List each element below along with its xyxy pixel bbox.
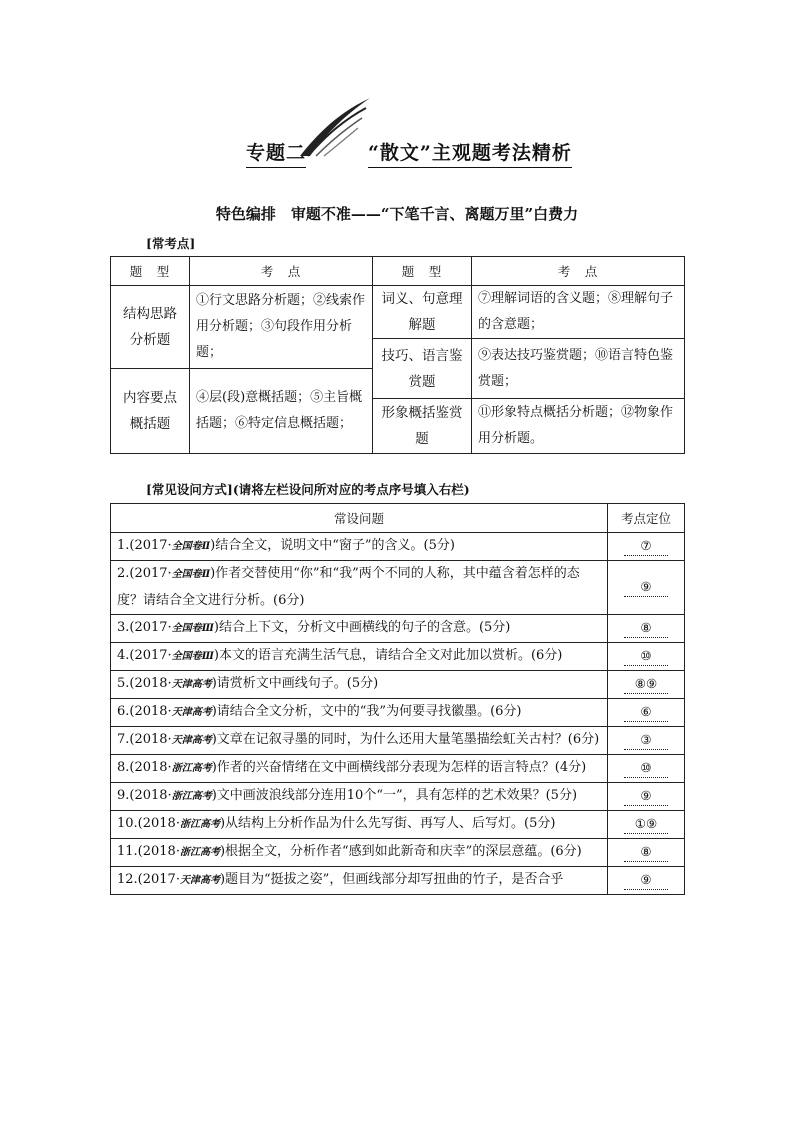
cell-type: 内容要点概括题 — [111, 369, 190, 454]
answer-value: ③ — [624, 731, 668, 750]
cell-points: ⑦理解词语的含义题；⑧理解句子的含意题； — [472, 286, 685, 339]
answer-cell — [608, 727, 685, 755]
table-row — [111, 286, 685, 339]
source-tag: 全国卷Ⅱ — [171, 541, 211, 552]
source-tag: 全国卷Ⅲ — [171, 651, 214, 662]
section-label-question-types: [常见设问方式](请将左栏设问所对应的考点序号填入右栏) — [146, 482, 470, 497]
common-points-table — [110, 256, 685, 454]
answer-value: ⑧ — [624, 619, 668, 638]
question-table — [110, 503, 685, 895]
answer-cell — [608, 811, 685, 839]
answer-cell — [608, 839, 685, 867]
header-points-left: 考 点 — [190, 257, 373, 286]
question-cell: 2.(2017·全国卷Ⅱ)作者交替使用“你”和“我”两个不同的人称，其中蕴含着怎样的态度？请结合全文进行分析。(6分) — [111, 561, 608, 615]
answer-value: ⑨ — [624, 871, 668, 890]
table-row — [111, 783, 685, 811]
title-main: “散文”主观题考法精析 — [368, 138, 572, 168]
header-question: 常设问题 — [111, 504, 608, 533]
table-row — [111, 533, 685, 561]
answer-value: ⑨ — [624, 578, 668, 597]
answer-value: ⑩ — [624, 647, 668, 666]
table-row — [111, 643, 685, 671]
question-cell: 4.(2017·全国卷Ⅲ)本文的语言充满生活气息，请结合全文对此加以赏析。(6分) — [111, 643, 608, 671]
cell-type: 词义、句意理解题 — [373, 286, 472, 339]
answer-cell — [608, 699, 685, 727]
question-cell: 10.(2018·浙江高考)从结构上分析作品为什么先写街、再写人、后写灯。(5分) — [111, 811, 608, 839]
answer-cell — [608, 755, 685, 783]
question-cell: 3.(2017·全国卷Ⅲ)结合上下文，分析文中画横线的句子的含意。(5分) — [111, 615, 608, 643]
table-row — [111, 671, 685, 699]
question-cell: 7.(2018·天津高考)文章在记叙寻墨的同时，为什么还用大量笔墨描绘虹关古村？(6分) — [111, 727, 608, 755]
source-tag: 天津高考 — [171, 735, 212, 746]
table-row — [111, 727, 685, 755]
question-cell: 12.(2017·天津高考)题目为“挺拔之姿”，但画线部分却写扭曲的竹子，是否合乎 — [111, 867, 608, 895]
answer-cell — [608, 671, 685, 699]
answer-value: ⑧ — [624, 843, 668, 862]
answer-cell — [608, 615, 685, 643]
answer-cell — [608, 533, 685, 561]
table-header-row — [111, 504, 685, 533]
cell-points: ⑨表达技巧鉴赏题；⑩语言特色鉴赏题； — [472, 339, 685, 399]
table-row — [111, 867, 685, 895]
table-row — [111, 615, 685, 643]
header-answer: 考点定位 — [608, 504, 685, 533]
source-tag: 浙江高考 — [179, 847, 220, 858]
answer-value: ⑧⑨ — [624, 675, 668, 694]
source-tag: 浙江高考 — [179, 819, 220, 830]
question-cell: 9.(2018·浙江高考)文中画波浪线部分连用10个“一”，具有怎样的艺术效果？(5分) — [111, 783, 608, 811]
table-row — [111, 699, 685, 727]
answer-value: ⑨ — [624, 787, 668, 806]
page-title — [0, 134, 794, 168]
question-cell: 1.(2017·全国卷Ⅱ)结合全文，说明文中“窗子”的含义。(5分) — [111, 533, 608, 561]
answer-cell — [608, 867, 685, 895]
answer-cell — [608, 561, 685, 615]
table-row — [111, 839, 685, 867]
cell-points: ①行文思路分析题；②线索作用分析题；③句段作用分析题； — [190, 286, 373, 369]
source-tag: 浙江高考 — [171, 763, 212, 774]
table-row — [111, 561, 685, 615]
source-tag: 浙江高考 — [171, 791, 212, 802]
answer-value: ⑩ — [624, 759, 668, 778]
table-row — [111, 755, 685, 783]
cell-type: 形象概括鉴赏题 — [373, 399, 472, 454]
question-cell: 6.(2018·天津高考)请结合全文分析，文中的“我”为何要寻找徽墨。(6分) — [111, 699, 608, 727]
header-points-right: 考 点 — [472, 257, 685, 286]
cell-type: 技巧、语言鉴赏题 — [373, 339, 472, 399]
answer-value: ①⑨ — [624, 815, 668, 834]
cell-type: 结构思路分析题 — [111, 286, 190, 369]
question-cell: 8.(2018·浙江高考)作者的兴奋情绪在文中画横线部分表现为怎样的语言特点？(4分) — [111, 755, 608, 783]
source-tag: 全国卷Ⅱ — [171, 569, 211, 580]
answer-cell — [608, 643, 685, 671]
section-label-common-points: [常考点] — [146, 236, 196, 251]
answer-cell — [608, 783, 685, 811]
section-subtitle: 特色编排 审题不准——“下笔千言、离题万里”白费力 — [215, 205, 579, 223]
source-tag: 天津高考 — [171, 707, 212, 718]
answer-value: ⑦ — [624, 537, 668, 556]
question-cell: 5.(2018·天津高考)请赏析文中画线句子。(5分) — [111, 671, 608, 699]
source-tag: 天津高考 — [179, 875, 220, 886]
header-type-left: 题 型 — [111, 257, 190, 286]
answer-value: ⑥ — [624, 703, 668, 722]
title-topic: 专题二 — [246, 138, 306, 168]
cell-points: ⑪形象特点概括分析题；⑫物象作用分析题。 — [472, 399, 685, 454]
cell-points: ④层(段)意概括题；⑤主旨概括题；⑥特定信息概括题； — [190, 369, 373, 454]
source-tag: 全国卷Ⅲ — [171, 623, 214, 634]
table-header-row — [111, 257, 685, 286]
header-type-right: 题 型 — [373, 257, 472, 286]
table-row — [111, 811, 685, 839]
question-cell: 11.(2018·浙江高考)根据全文，分析作者“感到如此新奇和庆幸”的深层意蕴。(6分) — [111, 839, 608, 867]
source-tag: 天津高考 — [171, 679, 212, 690]
